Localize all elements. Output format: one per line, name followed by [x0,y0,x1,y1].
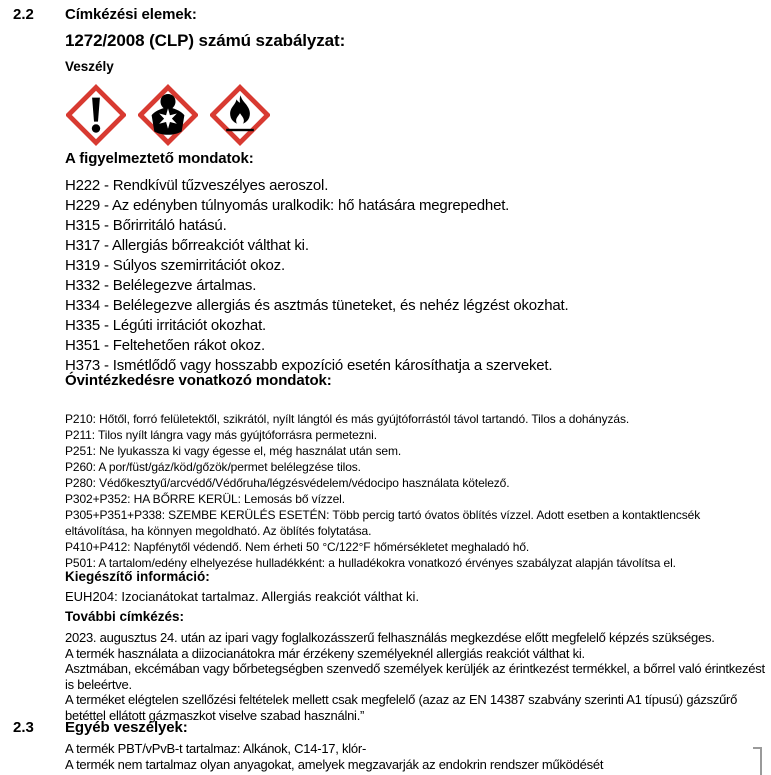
additional-labelling-line: 2023. augusztus 24. után az ipari vagy foglalkozásszerű felhasználás megkezdése előtt megfelelő képzés szükséges. [65,630,715,645]
hazard-statement-line: H335 - Légúti irritációt okozhat. [65,317,267,334]
section-title-labelling-elements: Címkézési elemek: [65,6,197,23]
ghs-pictogram-row [66,84,270,146]
hazard-statement-line: H229 - Az edényben túlnyomás uralkodik: hő hatására megrepedhet. [65,197,510,214]
ghs08-health-hazard-icon [138,84,198,146]
hazard-statement-line: H373 - Ismétlődő vagy hosszabb expozíció esetén károsíthatja a szerveket. [65,357,553,374]
additional-labelling-heading: További címkézés: [65,609,185,624]
hazard-statements-heading: A figyelmeztető mondatok: [65,150,254,167]
other-hazards-lines [65,741,767,772]
additional-labelling-line: Asztmában, ekcémában vagy bőrbetegségben szenvedő személyek kerüljék az érintkezést termékkel, a bőrrel való érintkezést is beleértve. [65,661,765,692]
precautionary-statement-line: P501: A tartalom/edény elhelyezése hulladékként: a hulladékokra vonatkozó érvényes szabályzat alapján távolítsa el. [65,556,676,570]
clp-regulation-heading: 1272/2008 (CLP) számú szabályzat: [65,31,346,50]
precautionary-statements-list [65,411,765,571]
additional-labelling-line: A terméket elégtelen szellőzési feltételek mellett csak megfelelő (azaz az EN 14387 szabvány szerinti A1 típusú) gázszűrő betéttel ellátott gázmaszkot viselve szabad használni.” [65,692,738,723]
additional-labelling-paragraphs [65,630,767,723]
other-hazards-line: A termék PBT/vPvB-t tartalmaz: Alkánok, C14-17, klór- [65,741,367,756]
precautionary-statement-line: P211: Tilos nyílt lángra vagy más gyújtóforrásra permetezni. [65,428,377,442]
table-corner-border [753,747,762,775]
ghs02-flame-icon [210,84,270,146]
hazard-statements-list [65,176,568,376]
precautionary-statement-line: P251: Ne lyukassza ki vagy égesse el, még használat után sem. [65,444,402,458]
supplemental-info-heading: Kiegészítő információ: [65,569,210,584]
hazard-statement-line: H319 - Súlyos szemirritációt okoz. [65,257,285,274]
precautionary-statement-line: P305+P351+P338: SZEMBE KERÜLÉS ESETÉN: Több percig tartó óvatos öblítés vízzel. Adott esetben a kontaktlencsék eltávolítása, ha könnyen megoldható. Az öblítés folytatása. [65,508,701,538]
euh204-statement: EUH204: Izocianátokat tartalmaz. Allergiás reakciót válthat ki. [65,589,420,604]
precautionary-statements-heading: Óvintézkedésre vonatkozó mondatok: [65,372,332,389]
signal-word: Veszély [65,59,114,74]
precautionary-statement-line: P260: A por/füst/gáz/köd/gőzök/permet belélegzése tilos. [65,460,361,474]
hazard-statement-line: H317 - Allergiás bőrreakciót válthat ki. [65,237,309,254]
ghs07-exclamation-mark-icon [66,84,126,146]
precautionary-statement-line: P210: Hőtől, forró felületektől, szikrától, nyílt lángtól és más gyújtóforrástól távol tartandó. Tilos a dohányzás. [65,412,630,426]
precautionary-statement-line: P280: Védőkesztyű/arcvédő/Védőruha/légzésvédelem/védocipo használata kötelező. [65,476,510,490]
additional-labelling-line: A termék használata a diizocianátokra már érzékeny személyeknél allergiás reakciót válthat ki. [65,645,585,661]
section-title-other-hazards: Egyéb veszélyek: [65,719,188,736]
hazard-statement-line: H222 - Rendkívül tűzveszélyes aeroszol. [65,177,329,194]
hazard-statement-line: H315 - Bőrirritáló hatású. [65,217,227,234]
section-number-2-2: 2.2 [13,6,34,23]
other-hazards-line: A termék nem tartalmaz olyan anyagokat, amelyek megzavarják az endokrin rendszer működését [65,756,604,772]
precautionary-statement-line: P302+P352: HA BŐRRE KERÜL: Lemosás bő vízzel. [65,492,345,506]
section-number-2-3: 2.3 [13,719,34,736]
hazard-statement-line: H351 - Feltehetően rákot okoz. [65,337,265,354]
hazard-statement-line: H332 - Belélegezve ártalmas. [65,277,257,294]
precautionary-statement-line: P410+P412: Napfénytől védendő. Nem érheti 50 °C/122°F hőmérsékletet meghaladó hő. [65,540,530,554]
hazard-statement-line: H334 - Belélegezve allergiás és asztmás tüneteket, és nehéz légzést okozhat. [65,297,569,314]
